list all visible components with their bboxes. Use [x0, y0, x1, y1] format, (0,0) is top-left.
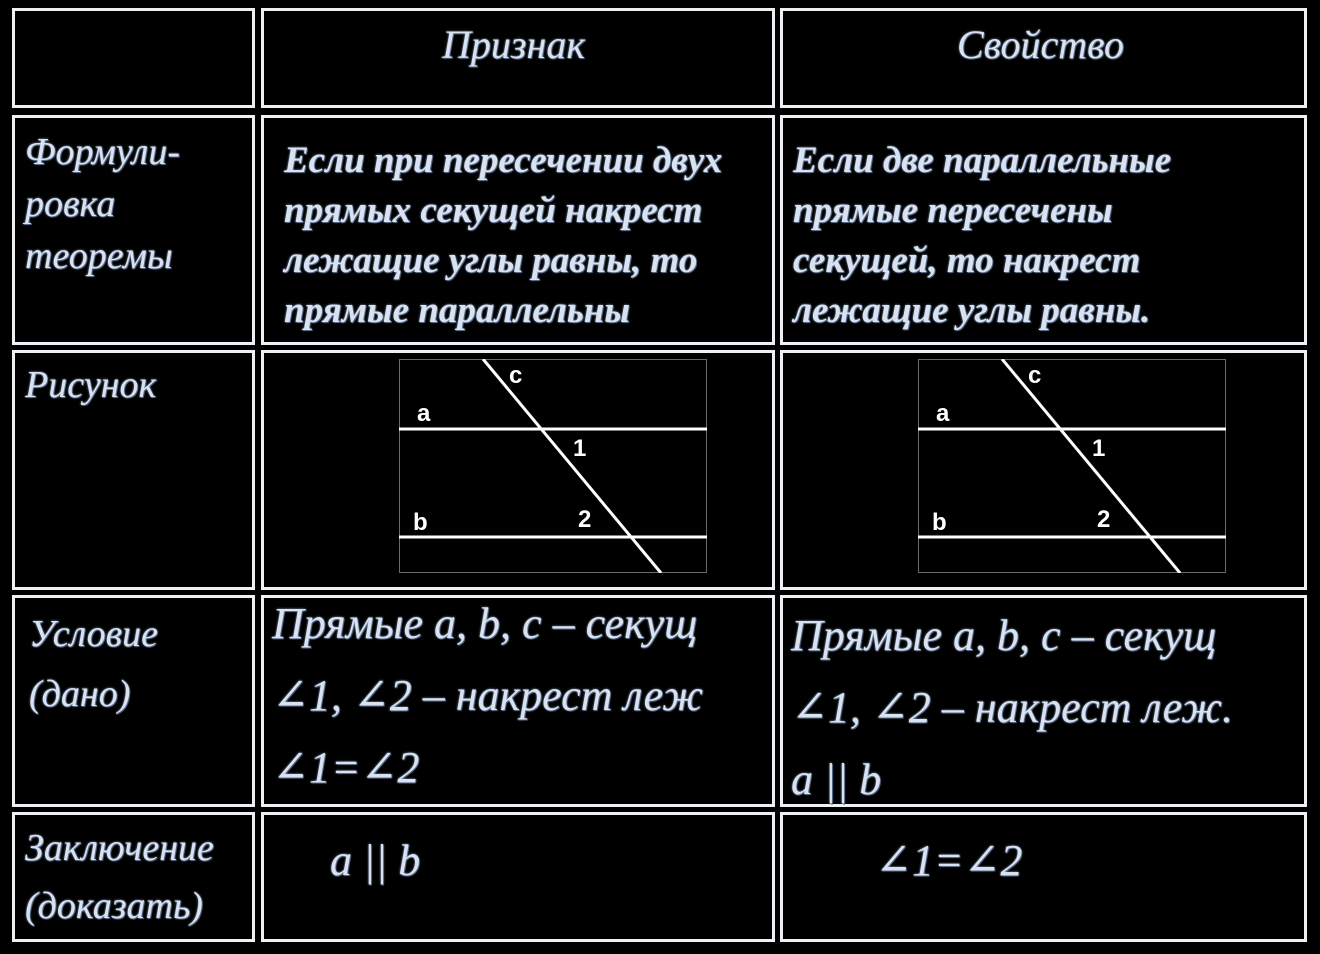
formulation-label-line: ровка [25, 183, 116, 225]
header-criterion-cell [261, 8, 775, 108]
header-criterion: Признак [442, 22, 586, 67]
formulation-label [25, 126, 180, 282]
conclusion-criterion-cell [261, 812, 775, 942]
figure-property-diagram [918, 359, 1226, 573]
condition-criterion-text [272, 588, 703, 804]
conclusion-property-text: ∠1=∠2 [875, 836, 1023, 885]
label-angle-2: 2 [578, 506, 592, 533]
condition-property-text [791, 600, 1233, 816]
formulation-property-text [793, 136, 1171, 336]
label-a: a [417, 400, 431, 427]
text-line: прямые пересечены [793, 190, 1113, 231]
conclusion-label [25, 819, 214, 935]
formulation-label-line: Формули- [25, 131, 180, 173]
formulation-label-cell [12, 115, 255, 345]
formulation-criterion-cell [261, 115, 775, 345]
conclusion-label-cell [12, 812, 255, 942]
label-c: c [509, 362, 523, 389]
conclusion-criterion-text: a || b [330, 836, 421, 885]
text-line: a || b [791, 755, 882, 804]
label-b: b [932, 509, 947, 536]
label-b: b [413, 509, 428, 536]
diagram-frame [400, 360, 707, 573]
text-line: Прямые a, b, c – секущ [272, 599, 698, 648]
label-a: a [936, 400, 950, 427]
formulation-property-cell [780, 115, 1307, 345]
condition-label-line: (дано) [29, 673, 131, 715]
condition-label-cell [12, 595, 255, 807]
condition-label-line: Условие [29, 613, 159, 655]
label-angle-1: 1 [573, 435, 587, 462]
text-line: ∠1, ∠2 – накрест леж. [791, 683, 1234, 732]
text-line: секущей, то накрест [793, 240, 1141, 281]
text-line: прямые параллельны [284, 290, 631, 331]
text-line: прямых секущей накрест [284, 190, 703, 231]
conclusion-label-line: Заключение [25, 827, 214, 869]
conclusion-label-line: (доказать) [25, 885, 203, 927]
figure-label-cell [12, 350, 255, 590]
text-line: Если две параллельные [793, 140, 1172, 181]
header-property-cell [780, 8, 1307, 108]
text-line: ∠1, ∠2 – накрест леж [272, 671, 704, 720]
condition-criterion-cell [261, 595, 775, 807]
formulation-criterion-text [284, 136, 722, 336]
label-angle-2: 2 [1097, 506, 1111, 533]
header-property: Свойство [957, 22, 1124, 67]
conclusion-property-cell [780, 812, 1307, 942]
text-line: лежащие углы равны, то [284, 240, 698, 281]
condition-property-cell [780, 595, 1307, 807]
label-c: c [1028, 362, 1042, 389]
text-line: Прямые a, b, c – секущ [791, 611, 1217, 660]
label-angle-1: 1 [1092, 435, 1106, 462]
text-line: ∠1=∠2 [272, 743, 420, 792]
condition-label [29, 604, 158, 724]
text-line: Если при пересечении двух [284, 140, 723, 181]
text-line: лежащие углы равны. [793, 290, 1151, 331]
formulation-label-line: теоремы [25, 235, 173, 277]
diagram-frame [919, 360, 1226, 573]
figure-criterion-diagram [399, 359, 707, 573]
header-empty-cell [12, 8, 255, 108]
figure-label: Рисунок [25, 364, 157, 406]
